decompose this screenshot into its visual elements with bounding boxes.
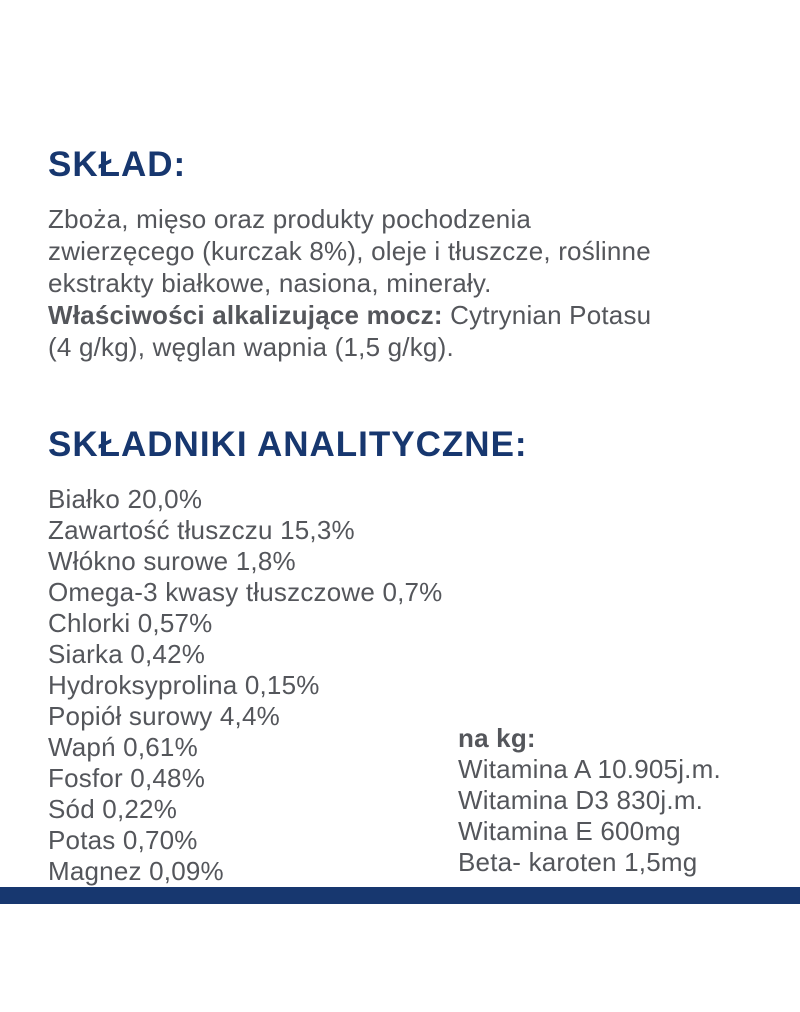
- analytical-components-list: [48, 484, 443, 887]
- composition-paragraph: [48, 203, 768, 363]
- composition-heading: SKŁAD:: [48, 145, 187, 184]
- analytical-item: Zawartość tłuszczu 15,3%: [48, 515, 355, 545]
- vitamin-item: Witamina A 10.905j.m.: [458, 754, 721, 784]
- vitamin-item: Witamina E 600mg: [458, 816, 681, 846]
- analytical-item: Fosfor 0,48%: [48, 763, 206, 793]
- per-kg-column: [458, 723, 721, 878]
- analytical-item: Magnez 0,09%: [48, 856, 224, 886]
- per-kg-label: na kg:: [458, 723, 536, 753]
- analytical-item: Hydroksyprolina 0,15%: [48, 670, 320, 700]
- composition-line: (4 g/kg), węglan wapnia (1,5 g/kg).: [48, 332, 454, 362]
- composition-line: Właściwości alkalizujące mocz: Cytrynian Potasu: [48, 300, 652, 330]
- vitamin-item: Witamina D3 830j.m.: [458, 785, 704, 815]
- composition-line: zwierzęcego (kurczak 8%), oleje i tłuszcze, roślinne: [48, 236, 651, 266]
- analytical-item: Omega-3 kwasy tłuszczowe 0,7%: [48, 577, 443, 607]
- analytical-item: Chlorki 0,57%: [48, 608, 213, 638]
- vitamin-item: Beta- karoten 1,5mg: [458, 847, 698, 877]
- composition-line: ekstrakty białkowe, nasiona, minerały.: [48, 268, 492, 298]
- analytical-item: Białko 20,0%: [48, 484, 203, 514]
- analytical-item: Sód 0,22%: [48, 794, 178, 824]
- composition-line: Zboża, mięso oraz produkty pochodzenia: [48, 204, 532, 234]
- analytical-item: Włókno surowe 1,8%: [48, 546, 296, 576]
- analytical-item: Popiół surowy 4,4%: [48, 701, 280, 731]
- analytical-item: Wapń 0,61%: [48, 732, 198, 762]
- vitamins-list: [458, 754, 721, 878]
- analytical-heading: SKŁADNIKI ANALITYCZNE:: [48, 425, 528, 464]
- footer-accent-bar: [0, 887, 800, 904]
- analytical-item: Potas 0,70%: [48, 825, 198, 855]
- bold-lead-text: Właściwości alkalizujące mocz:: [48, 300, 443, 330]
- analytical-item: Siarka 0,42%: [48, 639, 206, 669]
